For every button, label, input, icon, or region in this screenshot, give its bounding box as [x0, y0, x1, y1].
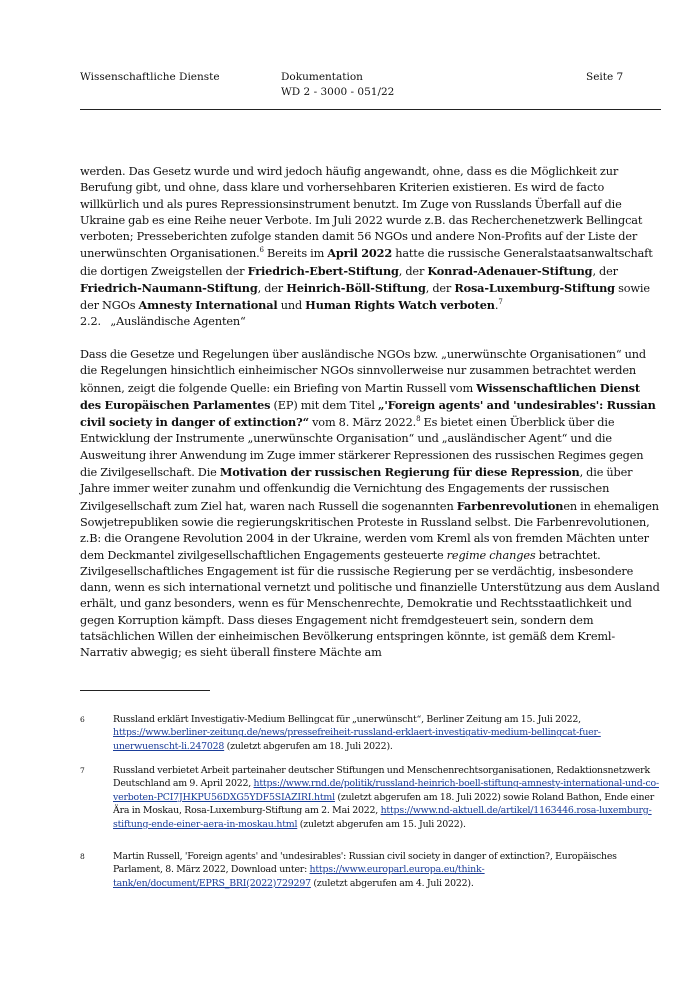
bold-run: „'Foreign agents' and 'undesirables': Russian civil society in danger of extinction?“ [80, 397, 656, 430]
bold-run: Motivation der russischen Regierung für diese Repression [219, 465, 580, 480]
text-run: , der [425, 282, 455, 296]
footnote-number: 8 [80, 852, 85, 861]
text-run: (zuletzt abgerufen am 15. Juli 2022). [297, 818, 466, 830]
text-run: betrachtet. Zivilgesellschaftliches Engagement ist für die russische Regierung per se verdächtig, insbesondere dann, wenn es sich international vernetzt und politische und finanzielle Unterstützung aus dem Ausland erhält, und ganz besonders, wenn es für Menschenrechte, Demokratie und Rechtsstaatlichkeit und gegen Korruption kämpft. Dass dieses Engagement nicht fremdgesteuert sein, sondern dem tatsächlichen Willen der einheimischen Bevölkerung entspringen könnte, ist gemäß dem Kreml-Narrativ abwegig; es sieht überall finstere Mächte am [80, 548, 660, 660]
text-run: Russland verbietet Arbeit parteinaher deutscher Stiftungen und Menschenrechtsorganisationen, Redaktionsnetzwerk Deutschland am 9. April 2022, [113, 765, 650, 790]
footnote-ref-8[interactable]: 8 [416, 415, 421, 424]
text-run: vom 8. März 2022. [308, 416, 417, 430]
text-run: Dass die Gesetze und Regelungen über ausländische NGOs bzw. „unerwünschte Organisationen“ und die Regelungen hinsichtlich einheimischer NGOs sinnvollerweise nur zusammen betrachtet werden können, zeigt die folgende Quelle: ein Briefing von Martin Russell vom [80, 348, 646, 395]
bold-run: Friedrich-Ebert-Stiftung [247, 263, 399, 278]
footnote-7 [80, 764, 661, 831]
bold-run: Friedrich-Naumann-Stiftung [80, 281, 258, 296]
header-page-number: Seite 7 [586, 71, 624, 83]
bold-run: Konrad-Adenauer-Stiftung [427, 263, 593, 278]
footnote-link[interactable]: https://www.europarl.europa.eu/thinktank/en/document/EPRS_BRI(2022)729297 [113, 864, 485, 889]
bold-run: Farbenrevolution [456, 498, 564, 513]
text-run: (zuletzt abgerufen am 18. Juli 2022) sowie Roland Bathon, Ende einer Ära in Moskau, Rosa-Luxemburg-Stiftung am 2. Mai 2022, [113, 791, 655, 817]
footnote-link[interactable]: https://www.rnd.de/politik/russland-heinrich-boell-stiftung-amnesty-international-und-co-verboten-PCI7JHKPU56DXG5YDF5SIAZIRI.html [113, 778, 659, 803]
bold-run: Human Rights Watch verboten [305, 298, 495, 313]
bold-run: Amnesty International [138, 298, 278, 313]
section-heading: 2.2. „Ausländische Agenten“ [80, 315, 246, 328]
paragraph-1 [80, 164, 661, 315]
bold-run: April 2022 [327, 246, 393, 261]
text-run: . [494, 299, 499, 313]
italic-run: regime changes [446, 548, 536, 562]
text-run: und [277, 299, 306, 313]
text-run: hatte die russische Generalstaatsanwaltschaft die dortigen Zweigstellen der [80, 247, 653, 278]
bold-run: Wissenschaftlichen Dienst des Europäischen Parlamentes [80, 380, 640, 412]
footnote-6 [80, 713, 661, 753]
footnote-ref-6[interactable]: 6 [259, 246, 264, 255]
text-run: , die über Jahre immer weiter zunahm und offenkundig die Vernichtung des Engagements der russischen Zivilgesellschaft zum Ziel hat, waren nach Russell die sogenannten [80, 466, 633, 513]
footnote-link[interactable]: https://www.nd-aktuell.de/artikel/1163446.rosa-luxemburg-stiftung-ende-einer-aera-in-moskau.html [113, 805, 652, 830]
bold-run: Rosa-Luxemburg-Stiftung [454, 281, 615, 296]
footnote-number: 7 [80, 766, 85, 775]
text-run: , der [592, 264, 618, 278]
header-organization: Wissenschaftliche Dienste [80, 71, 220, 83]
text-run: en in ehemaligen Sowjetrepubliken sowie die regierungskritischen Proteste in Russland selbst. Die Farbenrevolutionen, z.B: die Orangene Revolution 2004 in der Ukraine, werden vom Kreml als von fremden Mächten unter dem Deckmantel zivilgesellschaftlichen Engagements gesteuerte [80, 499, 659, 562]
text-run: (zuletzt abgerufen am 4. Juli 2022). [310, 877, 474, 889]
header-rule [80, 109, 661, 110]
text-run: (zuletzt abgerufen am 18. Juli 2022). [224, 740, 393, 752]
header-doc-type: Dokumentation [281, 71, 363, 83]
footnote-ref-7[interactable]: 7 [498, 298, 503, 307]
footnote-8 [80, 850, 661, 890]
text-run: werden. Das Gesetz wurde und wird jedoch häufig angewandt, ohne, dass es die Möglichkeit zur Berufung gibt, und ohne, dass klare und vorhersehbaren Kriterien existieren. Es wird de facto willkürlich und als pures Repressionsinstrument benutzt. Im Zuge von Russlands Überfall auf die Ukraine gab es eine Reihe neuer Verbote. Im Juli 2022 wurde z.B. das Recherchenetzwerk Bellingcat verboten; Presseberichten zufolge standen damit 56 NGOs und andere Non-Profits auf der Liste der unerwünschten Organisationen. [80, 165, 643, 261]
header-doc-id: WD 2 - 3000 - 051/22 [281, 86, 395, 98]
paragraph-2 [80, 347, 661, 662]
text-run: Russland erklärt Investigativ-Medium Bellingcat für „unerwünscht“, Berliner Zeitung am 15. Juli 2022, [113, 714, 581, 725]
text-run: sowie der NGOs [80, 282, 650, 313]
text-run: Bereits im [263, 247, 328, 261]
text-run: Martin Russell, 'Foreign agents' and 'undesirables': Russian civil society in danger of extinction?, Europäisches Parlament, 8. März 2022, Download unter: [113, 851, 617, 876]
text-run: (EP) mit dem Titel [270, 398, 378, 412]
bold-run: Heinrich-Böll-Stiftung [286, 281, 426, 296]
header-document [281, 70, 394, 100]
footnote-number: 6 [80, 715, 85, 724]
text-run: , der [257, 282, 287, 296]
footnote-separator [80, 690, 210, 691]
text-run: , der [398, 264, 428, 278]
footnote-link[interactable]: https://www.berliner-zeitung.de/news/pressefreiheit-russland-erklaert-investigativ-medium-bellingcat-fuer-unerwuenscht-li.247028 [113, 727, 601, 752]
text-run: Es bietet einen Überblick über die Entwicklung der Instrumente „unerwünschte Organisation“ und „ausländischer Agent“ und die Ausweitung ihrer Anwendung im Zuge immer stärkerer Repressionen des russischen Regimes gegen die Zivilgesellschaft. Die [80, 416, 644, 480]
